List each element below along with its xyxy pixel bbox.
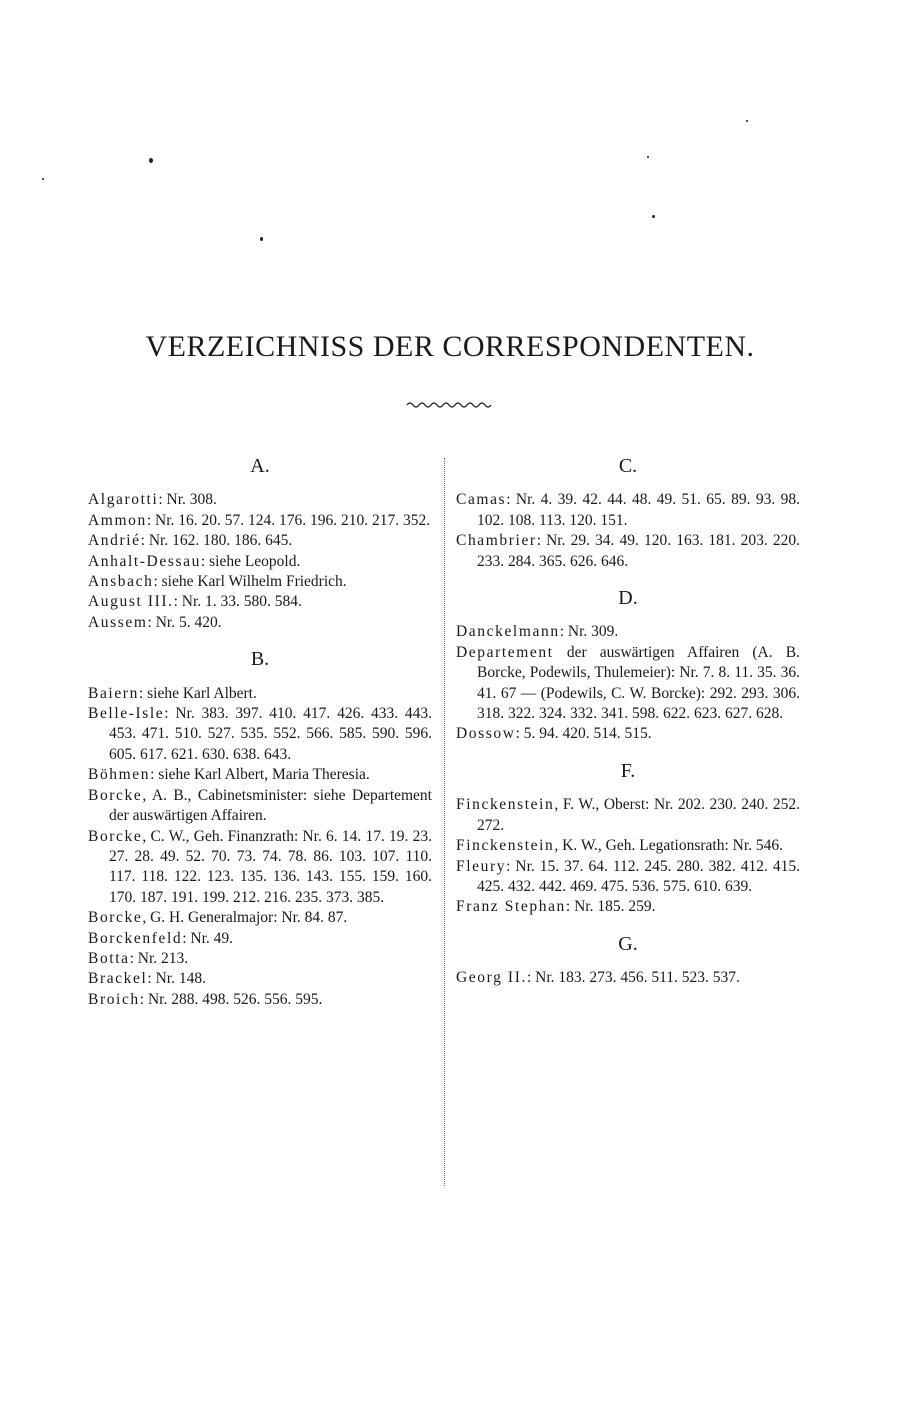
index-entry (88, 908, 432, 928)
index-entry (88, 552, 432, 572)
correspondent-name: Camas (456, 491, 507, 509)
correspondent-name: Belle-Isle (88, 705, 165, 723)
entry-references: : siehe Karl Albert, Maria Theresia. (150, 766, 370, 784)
index-entry (88, 531, 432, 551)
entry-references: , G. H. Generalmajor: Nr. 84. 87. (142, 909, 348, 927)
correspondent-name: Borcke (88, 909, 143, 927)
entry-references: : Nr. 4. 39. 42. 44. 48. 49. 51. 65. 89. 93. 98. 102. 108. 113. 120. 151. (477, 491, 800, 529)
index-entry (456, 897, 800, 917)
index-entry (88, 613, 432, 633)
correspondent-name: Chambrier (456, 532, 537, 550)
index-entry (456, 724, 800, 744)
entry-references: : 5. 94. 420. 514. 515. (515, 725, 652, 743)
entry-references: : Nr. 383. 397. 410. 417. 426. 433. 443. 453. 471. 510. 527. 535. 552. 566. 585. 590. 596. 605. 617. 621. 630. 638. 643. (109, 705, 432, 763)
entry-references: der auswärtigen Affairen (A. B. Borcke, Podewils, Thulemeier): Nr. 7. 8. 11. 35. 36. 41. 67 — (Podewils, C. W. Borcke): 292. 293. 306. 318. 322. 324. 332. 341. 598. 622. 623. 627. 628. (477, 643, 800, 723)
correspondent-name: Borcke (88, 827, 143, 845)
index-entry (88, 572, 432, 592)
index-entry (88, 969, 432, 989)
index-entry (88, 511, 432, 531)
correspondent-name: Ansbach (88, 573, 154, 591)
index-entry (88, 684, 432, 704)
index-entry (456, 643, 800, 725)
index-entry (88, 949, 432, 969)
section-letter: F. (620, 759, 636, 782)
correspondent-name: Danckelmann (456, 623, 560, 641)
correspondent-name: Ammon (88, 511, 147, 529)
correspondent-name: Borckenfeld (88, 929, 183, 947)
correspondent-name: Botta (88, 949, 130, 967)
section-letter: G. (618, 932, 638, 955)
correspondent-name: Borcke (88, 786, 143, 804)
entry-references: : Nr. 288. 498. 526. 556. 595. (139, 990, 323, 1008)
correspondent-name: Broich (88, 990, 140, 1008)
entry-references: : Nr. 1. 33. 580. 584. (173, 593, 302, 611)
print-speck (647, 156, 649, 158)
correspondent-name: Andrié (88, 532, 141, 550)
section-letter: D. (618, 587, 638, 610)
entry-references: : siehe Karl Wilhelm Friedrich. (153, 573, 347, 591)
left-column (88, 450, 432, 1010)
correspondent-name: Aussem (88, 613, 148, 631)
index-section (456, 588, 800, 745)
index-entry (88, 929, 432, 949)
index-section (456, 934, 800, 989)
correspondent-name: Algarotti (88, 491, 159, 509)
correspondent-name: Fleury (456, 857, 507, 875)
entry-references: : Nr. 213. (129, 949, 189, 967)
index-entry (456, 836, 800, 856)
index-entry (456, 622, 800, 642)
index-section (456, 761, 800, 918)
section-letter: C. (618, 455, 638, 477)
wave-ornament-icon (405, 400, 493, 410)
correspondent-name: Dossow (456, 725, 516, 743)
entry-references: : Nr. 148. (147, 970, 206, 988)
section-letter: A. (250, 455, 270, 477)
entry-references: : Nr. 309. (559, 623, 619, 641)
index-section (88, 456, 432, 633)
index-entry (88, 827, 432, 909)
index-entry (88, 592, 432, 612)
column-divider (444, 458, 445, 1186)
print-speck (746, 120, 748, 122)
index-section (88, 649, 432, 1010)
entry-references: : siehe Leopold. (200, 552, 301, 570)
index-entry (456, 490, 800, 531)
correspondent-name: Baiern (88, 684, 139, 702)
entry-references: : siehe Karl Albert. (138, 684, 257, 702)
correspondent-name: Brackel (88, 970, 148, 988)
correspondent-name: August III. (88, 593, 174, 611)
entry-references: : Nr. 16. 20. 57. 124. 176. 196. 210. 217. 352. (146, 511, 431, 529)
correspondent-name: Finckenstein (456, 796, 555, 814)
index-entry (88, 786, 432, 827)
section-letter: B. (250, 648, 270, 671)
index-entry (88, 490, 432, 510)
correspondent-name: Anhalt-Dessau (88, 552, 201, 570)
index-section (456, 456, 800, 572)
correspondent-name: Departement (456, 643, 554, 661)
entry-references: : Nr. 162. 180. 186. 645. (140, 532, 293, 550)
correspondent-name: Georg II. (456, 969, 527, 987)
print-speck (42, 178, 44, 180)
index-entry (456, 857, 800, 898)
index-entry (88, 765, 432, 785)
correspondent-name: Böhmen (88, 766, 151, 784)
index-entry (456, 968, 800, 988)
entry-references: : Nr. 49. (182, 929, 234, 947)
correspondent-name: Franz Stephan (456, 898, 566, 916)
entry-references: , K. W., Geh. Legationsrath: Nr. 546. (554, 837, 784, 855)
entry-references: , A. B., Cabinetsminister: siehe Departement der auswärtigen Affairen. (109, 786, 432, 825)
entry-references: , F. W., Oberst: Nr. 202. 230. 240. 252. 272. (477, 796, 800, 834)
entry-references: : Nr. 185. 259. (565, 898, 656, 916)
index-entry (456, 531, 800, 572)
index-entry (456, 795, 800, 836)
right-column (456, 450, 800, 989)
print-speck (652, 215, 655, 218)
entry-references: , C. W., Geh. Finanzrath: Nr. 6. 14. 17. 19. 23. 27. 28. 49. 52. 70. 73. 74. 78. 86. 103. 107. 110. 117. 118. 122. 123. 135. 136. 143. 155. 159. 160. 170. 187. 191. 199. 212. 216. 235. 373. 385. (109, 827, 432, 906)
entry-references: : Nr. 29. 34. 49. 120. 163. 181. 203. 220. 233. 284. 365. 626. 646. (477, 532, 800, 570)
print-speck (149, 158, 153, 163)
entry-references: : Nr. 15. 37. 64. 112. 245. 280. 382. 412. 415. 425. 432. 442. 469. 475. 536. 575. 610. 639. (477, 857, 800, 895)
entry-references: : Nr. 5. 420. (147, 613, 222, 631)
index-entry (88, 990, 432, 1010)
index-entry (88, 704, 432, 765)
entry-references: : Nr. 308. (158, 491, 217, 509)
print-speck (260, 237, 263, 241)
correspondent-name: Finckenstein (456, 837, 555, 855)
page-title: VERZEICHNISS DER CORRESPONDENTEN. (145, 330, 755, 363)
entry-references: : Nr. 183. 273. 456. 511. 523. 537. (526, 969, 740, 987)
